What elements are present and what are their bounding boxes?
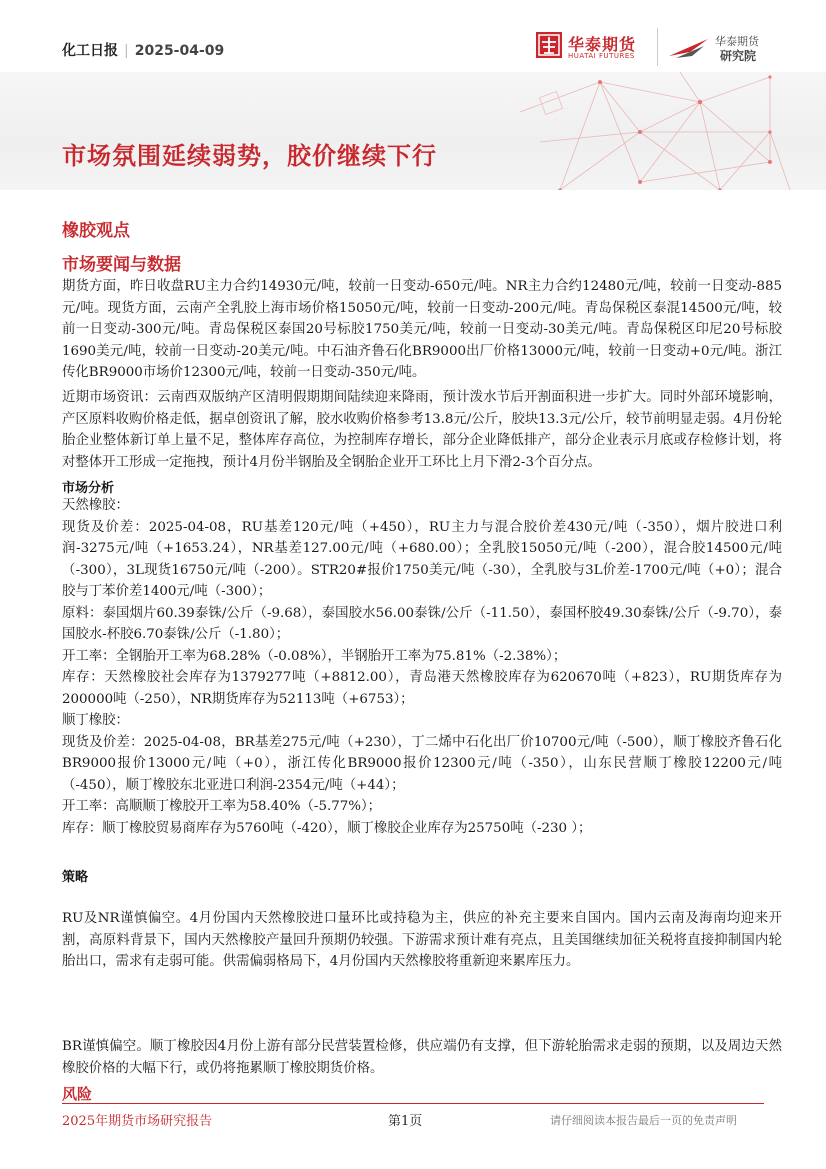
market-analysis-block	[62, 495, 782, 839]
analysis-line: 开工率：高顺顺丁橡胶开工率为58.40%（-5.77%）；	[62, 799, 382, 814]
report-date: 2025-04-09	[134, 43, 225, 59]
report-type: 化工日报	[62, 43, 118, 59]
analysis-line: 库存：天然橡胶社会库存为1379277吨（+8812.00），青岛港天然橡胶库存为620670吨（+823），RU期货库存为200000吨（-250），NR期货库存为52113吨（+6753）；	[62, 670, 782, 707]
report-header-label	[62, 40, 224, 60]
market-news-paragraph: 期货方面，昨日收盘RU主力合约14930元/吨，较前一日变动-650元/吨。NR主力合约12480元/吨，较前一日变动-885元/吨。现货方面，云南产全乳胶上海市场价格15050元/吨，较前一日变动-200元/吨。青岛保税区泰混14500元/吨，较前一日变动-300元/吨。青岛保税区泰国20号标胶1750美元/吨，较前一日变动-30美元/吨。青岛保税区印尼20号标胶1690美元/吨，较前一日变动-20美元/吨。中石油齐鲁石化BR9000出厂价格13000元/吨，较前一日变动+0元/吨。浙江传化BR9000市场价12300元/吨，较前一日变动-350元/吨。	[62, 279, 782, 380]
market-analysis-label: 市场分析	[62, 481, 115, 496]
analysis-line: 天然橡胶：	[62, 498, 129, 513]
analysis-line: 原料：泰国烟片60.39泰铢/公斤（-9.68），泰国胶水56.00泰铢/公斤（-11.50），泰国杯胶49.30泰铢/公斤（-9.70），泰国胶水-杯胶6.70泰铢/公斤（-1.80）；	[62, 605, 782, 642]
wing-logo-icon	[668, 36, 710, 60]
analysis-line: 开工率：全钢胎开工率为68.28%（-0.08%），半钢胎开工率为75.81%（-2.38%）；	[62, 648, 567, 664]
recent-info-paragraph: 近期市场资讯：云南西双版纳产区清明假期期间陆续迎来降雨，预计泼水节后开割面积进一步扩大。同时外部环境影响，产区原料收购价格走低，据卓创资讯了解，胶水收购价格参考13.8元/公斤，胶块13.3元/公斤，较节前明显走弱。4月份轮胎企业整体新订单上量不足，整体库存高位，为控制库存增长，部分企业降低排产，部分企业表示月底或存检修计划，将对整体开工形成一定拖拽，预计4月份半钢胎及全钢胎企业开工环比上月下滑2-3个百分点。	[62, 390, 782, 470]
section-title-rubber-view: 橡胶观点	[62, 221, 130, 241]
strategy-label: 策略	[62, 870, 89, 885]
logo-chinese-name: 华泰期货	[568, 35, 637, 54]
analysis-line: 库存：顺丁橡胶贸易商库存为5760吨（-420），顺丁橡胶企业库存为25750吨（-230 ）；	[62, 820, 592, 836]
risk-section-title: 风险	[62, 1085, 93, 1103]
strategy-paragraph-ru-nr: RU及NR谨慎偏空。4月份国内天然橡胶进口量环比或持稳为主，供应的补充主要来自国内。国内云南及海南均迎来开割，高原料背景下，国内天然橡胶产量回升预期仍较强。下游需求预计难有亮点，且美国继续加征关税将直接抑制国内轮胎出口，需求有走弱可能。供需偏弱格局下，4月份国内天然橡胶将重新迎来累库压力。	[62, 911, 782, 969]
institute-name-line2: 研究院	[720, 49, 757, 63]
research-institute-logo	[668, 32, 778, 66]
page-number: 第1页	[388, 1114, 423, 1129]
page-header	[0, 0, 826, 72]
title-banner	[0, 72, 826, 190]
disclaimer-note: 请仔细阅读本报告最后一页的免责声明	[550, 1114, 737, 1127]
logo-divider	[657, 28, 658, 66]
strategy-paragraph-br: BR谨慎偏空。顺丁橡胶因4月份上游有部分民营装置检修，供应端仍有支撑，但下游轮胎需求走弱的预期，以及周边天然橡胶价格的大幅下行，或仍将拖累顺丁橡胶期货价格。	[62, 1039, 782, 1076]
report-title: 市场氛围延续弱势，胶价继续下行	[62, 142, 437, 170]
footer-report-name: 2025年期货市场研究报告	[62, 1114, 213, 1129]
huatai-futures-logo	[536, 30, 651, 64]
huatai-logo-mark-icon	[536, 32, 562, 58]
analysis-line: 顺丁橡胶：	[62, 713, 129, 728]
header-separator: |	[124, 43, 129, 59]
footer-divider	[62, 1103, 764, 1104]
banner-network-decoration	[0, 72, 826, 190]
analysis-line: 现货及价差：2025-04-08，RU基差120元/吨（+450），RU主力与混合胶价差430元/吨（-350），烟片胶进口利润-3275元/吨（+1653.24），NR基差127.00元/吨（+680.00）；全乳胶15050元/吨（-200），混合胶14500元/吨（-300），3L现货16750元/吨（-200）。STR20#报价1750美元/吨（-30），全乳胶与3L价差-1700元/吨（+0）；混合胶与丁苯价差1400元/吨（-300）；	[62, 519, 782, 599]
analysis-line: 现货及价差：2025-04-08，BR基差275元/吨（+230），丁二烯中石化出厂价10700元/吨（-500），顺丁橡胶齐鲁石化BR9000报价13000元/吨（+0），浙江传化BR9000报价12300元/吨（-350），山东民营顺丁橡胶12200元/吨（-450），顺丁橡胶东北亚进口利润-2354元/吨（+44）；	[62, 734, 782, 793]
section-title-market-news: 市场要闻与数据	[62, 255, 181, 275]
logo-english-name: HUATAI FUTURES	[568, 52, 635, 60]
institute-name-line1: 华泰期货	[715, 35, 759, 48]
